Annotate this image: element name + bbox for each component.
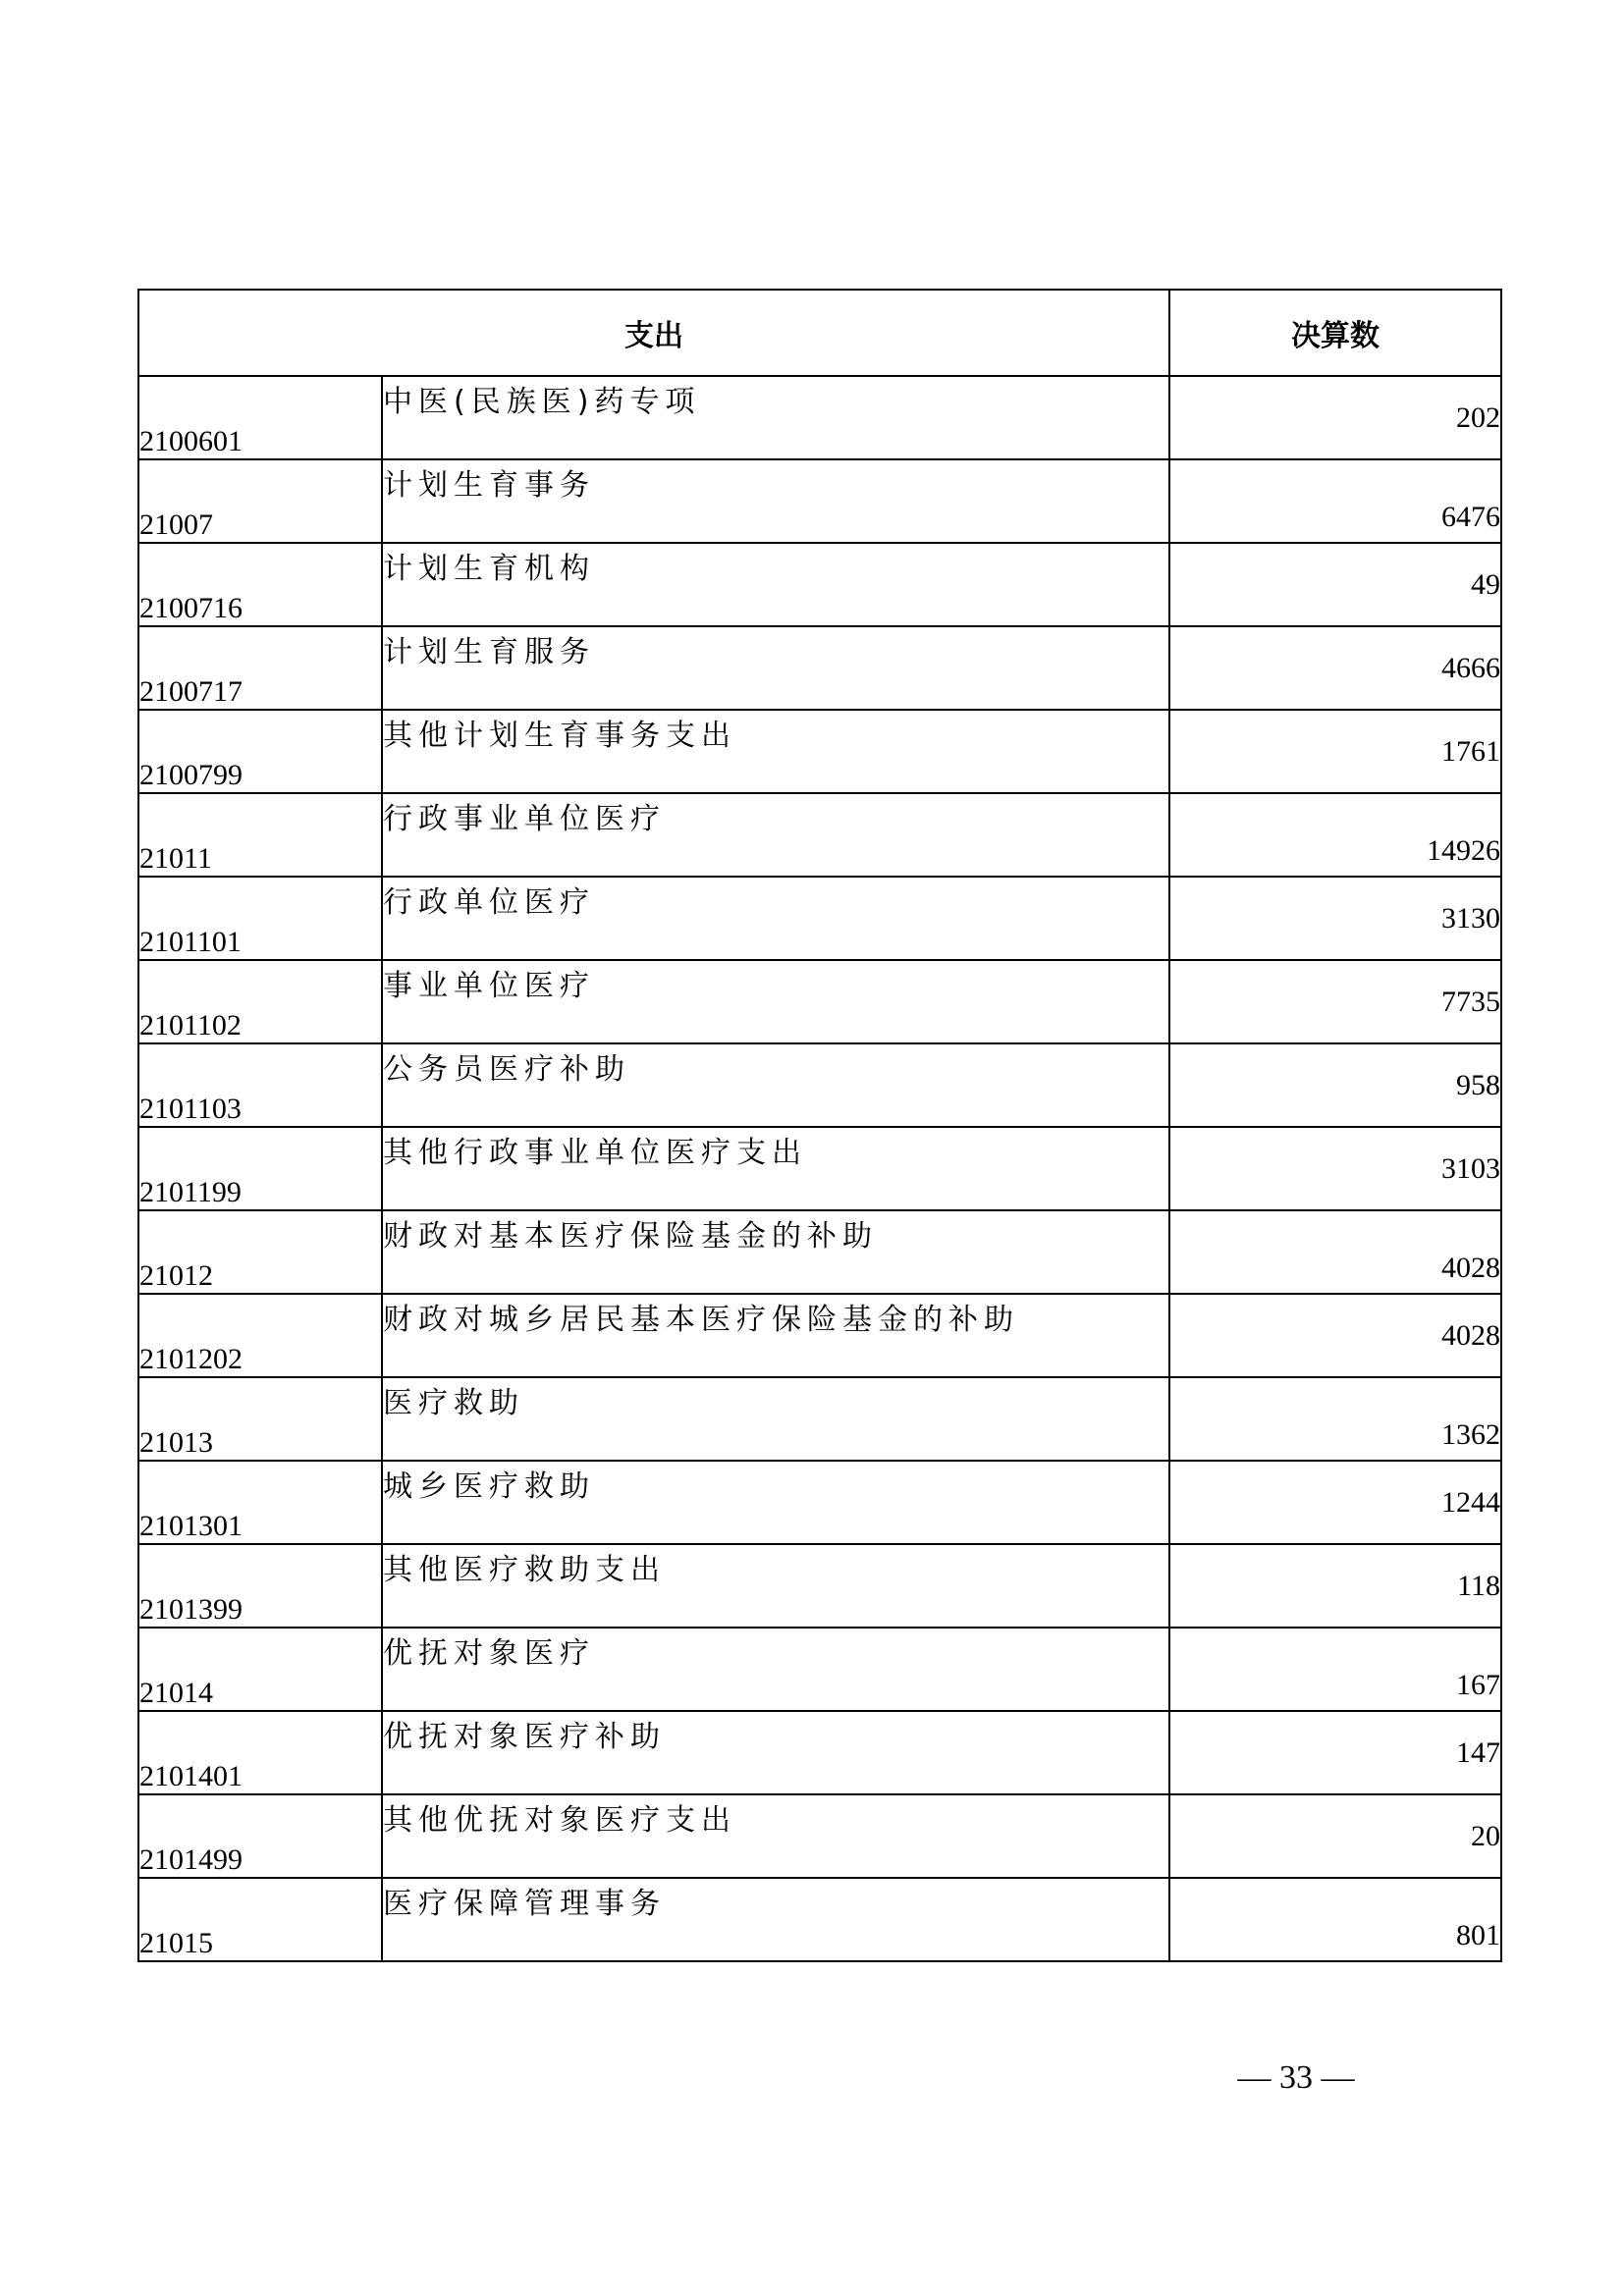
row-name: 其他医疗救助支出	[382, 1544, 1169, 1628]
table-row	[138, 1127, 1501, 1210]
table-row	[138, 376, 1501, 459]
row-value: 14926	[1169, 793, 1501, 877]
row-value: 167	[1169, 1628, 1501, 1711]
row-name: 其他优抚对象医疗支出	[382, 1794, 1169, 1878]
row-name: 优抚对象医疗补助	[382, 1711, 1169, 1794]
table-row	[138, 710, 1501, 793]
table-row	[138, 793, 1501, 877]
row-value: 20	[1169, 1794, 1501, 1878]
row-name: 财政对城乡居民基本医疗保险基金的补助	[382, 1294, 1169, 1377]
page-number: — 33 —	[1237, 2059, 1355, 2096]
row-value: 6476	[1169, 459, 1501, 543]
row-name: 计划生育机构	[382, 543, 1169, 626]
expense-header: 支出	[138, 290, 1169, 376]
row-name: 行政事业单位医疗	[382, 793, 1169, 877]
table-row	[138, 1043, 1501, 1127]
row-name: 计划生育服务	[382, 626, 1169, 710]
row-name: 事业单位医疗	[382, 960, 1169, 1043]
table-row	[138, 626, 1501, 710]
row-name: 财政对基本医疗保险基金的补助	[382, 1210, 1169, 1294]
table-body	[138, 376, 1501, 1961]
row-code: 21012	[138, 1210, 382, 1294]
row-value: 1362	[1169, 1377, 1501, 1461]
row-value: 202	[1169, 376, 1501, 459]
row-code: 21014	[138, 1628, 382, 1711]
row-name: 中医(民族医)药专项	[382, 376, 1169, 459]
table-row	[138, 1794, 1501, 1878]
row-name: 医疗保障管理事务	[382, 1878, 1169, 1961]
row-code: 2100601	[138, 376, 382, 459]
row-value: 3130	[1169, 877, 1501, 960]
row-value: 4028	[1169, 1210, 1501, 1294]
row-name: 医疗救助	[382, 1377, 1169, 1461]
table-row	[138, 1711, 1501, 1794]
row-value: 7735	[1169, 960, 1501, 1043]
row-name: 公务员医疗补助	[382, 1043, 1169, 1127]
row-code: 2100716	[138, 543, 382, 626]
table-row	[138, 1210, 1501, 1294]
row-name: 计划生育事务	[382, 459, 1169, 543]
table-row	[138, 543, 1501, 626]
row-code: 2101202	[138, 1294, 382, 1377]
row-code: 21007	[138, 459, 382, 543]
row-value: 958	[1169, 1043, 1501, 1127]
final-amount-header: 决算数	[1169, 290, 1501, 376]
row-value: 801	[1169, 1878, 1501, 1961]
row-code: 2101102	[138, 960, 382, 1043]
table-row	[138, 1878, 1501, 1961]
row-code: 2100799	[138, 710, 382, 793]
row-value: 49	[1169, 543, 1501, 626]
row-value: 147	[1169, 1711, 1501, 1794]
row-code: 2101301	[138, 1461, 382, 1544]
row-code: 21011	[138, 793, 382, 877]
row-name: 其他行政事业单位医疗支出	[382, 1127, 1169, 1210]
row-code: 2101101	[138, 877, 382, 960]
row-code: 2101103	[138, 1043, 382, 1127]
row-value: 3103	[1169, 1127, 1501, 1210]
table-row	[138, 960, 1501, 1043]
row-name: 行政单位医疗	[382, 877, 1169, 960]
table-row	[138, 1461, 1501, 1544]
budget-table	[137, 289, 1502, 1962]
table-row	[138, 1544, 1501, 1628]
row-value: 4666	[1169, 626, 1501, 710]
row-value: 4028	[1169, 1294, 1501, 1377]
row-value: 118	[1169, 1544, 1501, 1628]
table-row	[138, 459, 1501, 543]
row-value: 1761	[1169, 710, 1501, 793]
row-code: 2100717	[138, 626, 382, 710]
table-row	[138, 1628, 1501, 1711]
row-value: 1244	[1169, 1461, 1501, 1544]
row-code: 2101399	[138, 1544, 382, 1628]
table-row	[138, 877, 1501, 960]
table-row	[138, 1294, 1501, 1377]
row-name: 城乡医疗救助	[382, 1461, 1169, 1544]
row-name: 其他计划生育事务支出	[382, 710, 1169, 793]
row-code: 2101499	[138, 1794, 382, 1878]
table-row	[138, 1377, 1501, 1461]
row-code: 2101199	[138, 1127, 382, 1210]
row-code: 21013	[138, 1377, 382, 1461]
row-code: 21015	[138, 1878, 382, 1961]
row-name: 优抚对象医疗	[382, 1628, 1169, 1711]
row-code: 2101401	[138, 1711, 382, 1794]
table-header-row	[138, 290, 1501, 376]
